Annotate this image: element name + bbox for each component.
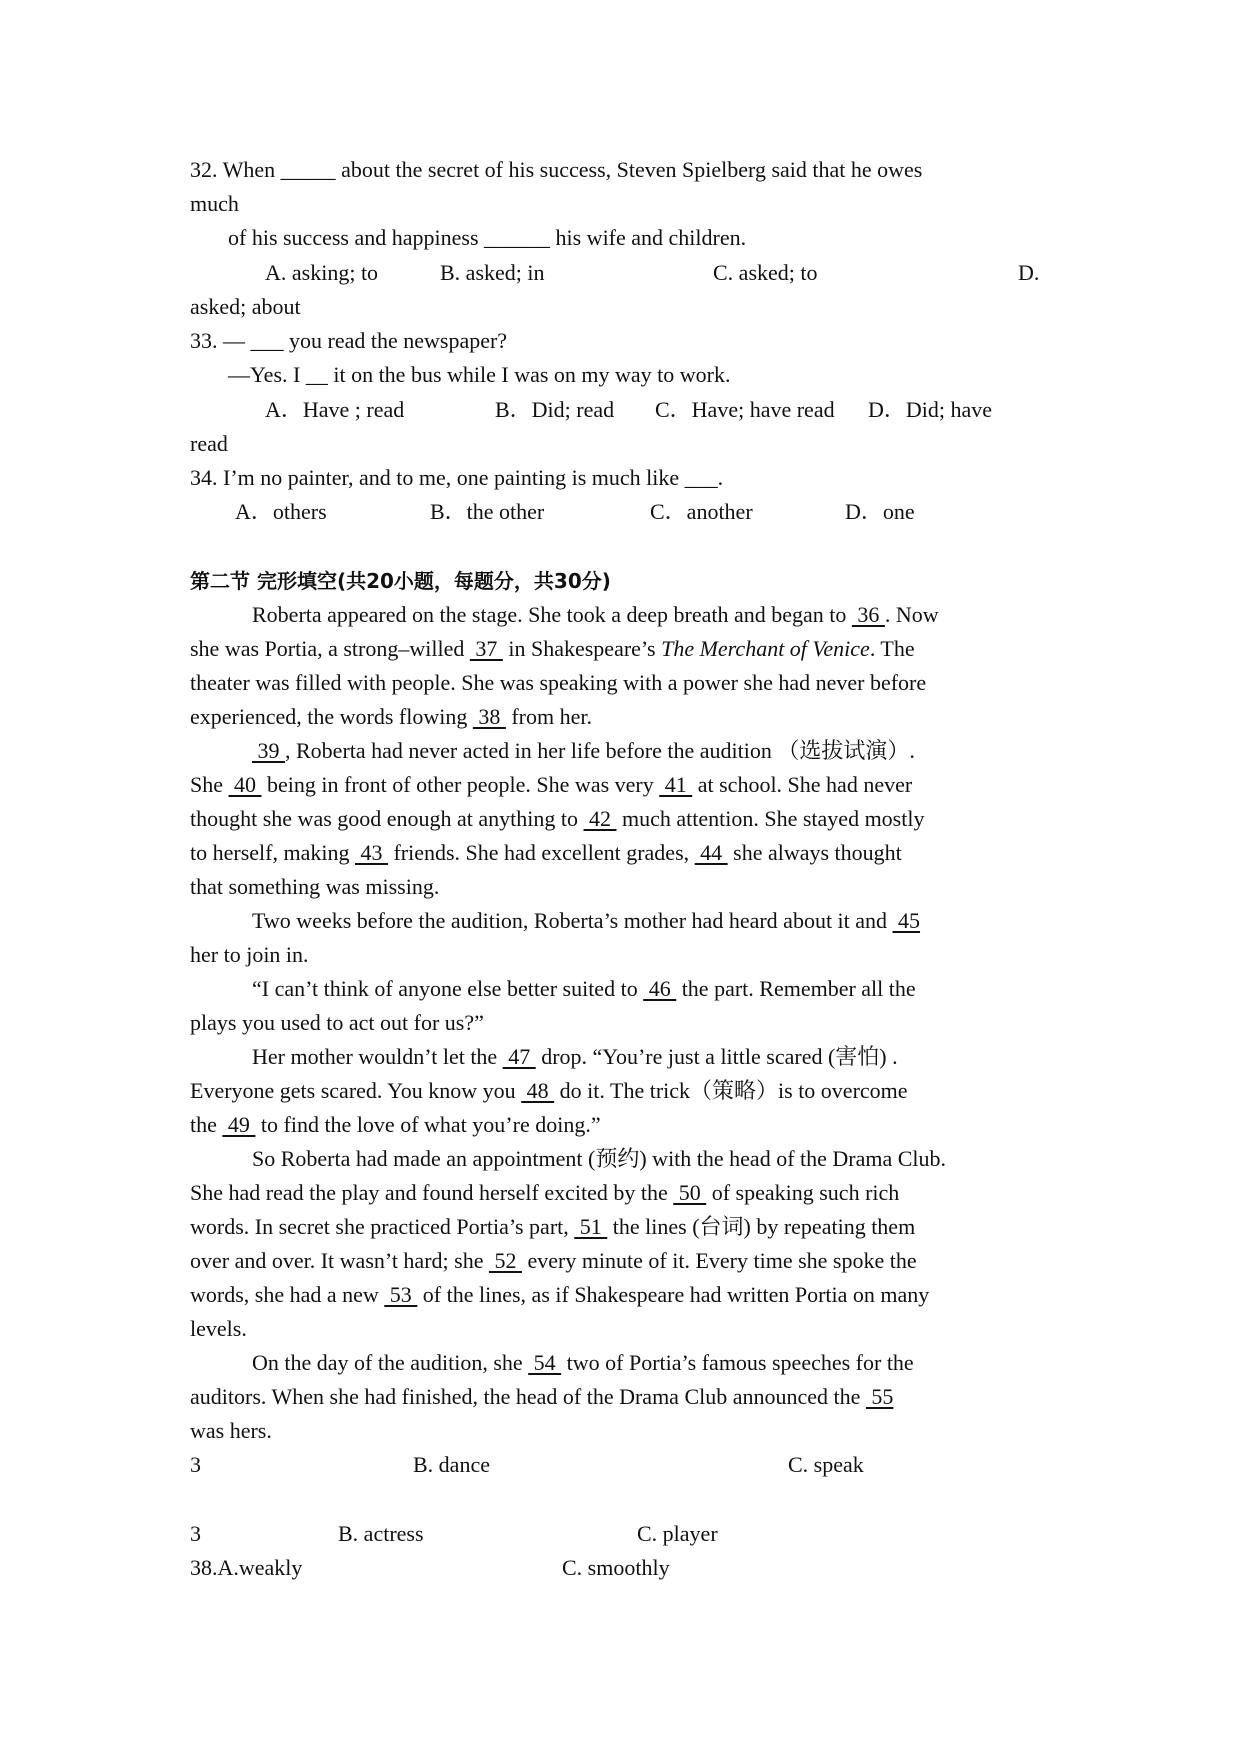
text: experienced, the words flowing bbox=[190, 704, 473, 729]
text: every minute of it. Every time she spoke the bbox=[521, 1248, 917, 1273]
q34-line1: 34. I’m no painter, and to me, one painting is much like ___. bbox=[190, 465, 724, 490]
text: words. In secret she practiced Portia’s part, bbox=[190, 1214, 575, 1239]
q34-option-b: B．the other bbox=[430, 499, 545, 524]
q34-option-d: D．one bbox=[845, 499, 915, 524]
text: from her. bbox=[505, 704, 593, 729]
q32-option-a: A. asking; to bbox=[265, 260, 379, 285]
blank-55: 55 bbox=[865, 1384, 894, 1409]
q32-option-d-cont: asked; about bbox=[190, 294, 301, 319]
blank-47: 47 bbox=[502, 1044, 536, 1069]
passage-line bbox=[190, 1178, 899, 1208]
text: being in front of other people. She was very bbox=[261, 772, 660, 797]
blank-50: 50 bbox=[673, 1180, 707, 1205]
blank-49: 49 bbox=[222, 1112, 256, 1137]
blank-54: 54 bbox=[528, 1350, 562, 1375]
text: . The bbox=[869, 636, 915, 661]
text: of the lines, as if Shakespeare had written Portia on many bbox=[417, 1282, 930, 1307]
q33-option-c: C．Have; have read bbox=[655, 397, 835, 422]
text: On the day of the audition, she bbox=[252, 1350, 529, 1375]
q32-line1: 32. When _____ about the secret of his success, Steven Spielberg said that he owes bbox=[190, 157, 923, 182]
text: she always thought bbox=[727, 840, 902, 865]
option-a: 38.A.weakly bbox=[190, 1555, 303, 1580]
text: in Shakespeare’s bbox=[502, 636, 662, 661]
q32-option-d: D. bbox=[1018, 260, 1040, 285]
passage-line bbox=[190, 1246, 917, 1276]
passage-line bbox=[252, 1042, 898, 1072]
passage-line bbox=[190, 804, 924, 834]
section-heading: 第二节 完形填空(共20小题，每题分，共30分) bbox=[190, 569, 611, 593]
passage-line bbox=[190, 1212, 915, 1242]
passage-line bbox=[190, 702, 592, 732]
blank-41: 41 bbox=[659, 772, 693, 797]
passage-line bbox=[252, 1348, 914, 1378]
text: auditors. When she had finished, the head of the Drama Club announced the bbox=[190, 1384, 866, 1409]
text: thought she was good enough at anything to bbox=[190, 806, 584, 831]
blank-45: 45 bbox=[892, 908, 921, 933]
option-b: B. dance bbox=[413, 1452, 490, 1477]
option-b: B. actress bbox=[338, 1521, 424, 1546]
text: Roberta appeared on the stage. She took a deep breath and began to bbox=[252, 602, 852, 627]
q33-option-d-cont: read bbox=[190, 431, 228, 456]
passage-line bbox=[252, 600, 939, 630]
q32-line3: of his success and happiness ______ his wife and children. bbox=[228, 225, 747, 250]
blank-44: 44 bbox=[694, 840, 728, 865]
blank-51: 51 bbox=[574, 1214, 608, 1239]
text: Her mother wouldn’t let the bbox=[252, 1044, 503, 1069]
blank-48: 48 bbox=[521, 1078, 555, 1103]
text: drop. “You’re just a little scared (害怕) . bbox=[535, 1044, 898, 1069]
passage-line bbox=[190, 1076, 908, 1106]
passage-line bbox=[190, 1110, 601, 1140]
q33-option-d: D．Did; have bbox=[868, 397, 993, 422]
text: . Now bbox=[884, 602, 939, 627]
text: Everyone gets scared. You know you bbox=[190, 1078, 522, 1103]
q34-option-a: A．others bbox=[235, 499, 327, 524]
passage-line bbox=[252, 974, 916, 1004]
text: the bbox=[190, 1112, 223, 1137]
blank-38: 38 bbox=[472, 704, 506, 729]
text: Two weeks before the audition, Roberta’s mother had heard about it and bbox=[252, 908, 893, 933]
passage-line bbox=[190, 838, 902, 868]
passage-line bbox=[252, 736, 915, 766]
q33-option-b: B．Did; read bbox=[495, 397, 615, 422]
passage-line bbox=[252, 906, 920, 936]
text: words, she had a new bbox=[190, 1282, 385, 1307]
text: at school. She had never bbox=[692, 772, 913, 797]
text: She had read the play and found herself excited by the bbox=[190, 1180, 674, 1205]
passage-line bbox=[190, 634, 915, 664]
blank-46: 46 bbox=[643, 976, 677, 1001]
q33-line1: 33. — ___ you read the newspaper? bbox=[190, 328, 508, 353]
text: much attention. She stayed mostly bbox=[616, 806, 925, 831]
passage-line: levels. bbox=[190, 1316, 247, 1341]
option-c: C. speak bbox=[788, 1452, 864, 1477]
blank-52: 52 bbox=[488, 1248, 522, 1273]
passage-line: that something was missing. bbox=[190, 874, 440, 899]
q33-line2: —Yes. I __ it on the bus while I was on my way to work. bbox=[228, 362, 731, 387]
q32-line2: much bbox=[190, 191, 239, 216]
text: “I can’t think of anyone else better suited to bbox=[252, 976, 644, 1001]
passage-line: So Roberta had made an appointment (预约) with the head of the Drama Club. bbox=[252, 1146, 947, 1171]
blank-37: 37 bbox=[469, 636, 503, 661]
blank-36: 36 bbox=[851, 602, 885, 627]
text: the part. Remember all the bbox=[676, 976, 916, 1001]
q32-option-c: C. asked; to bbox=[713, 260, 818, 285]
text: to herself, making bbox=[190, 840, 355, 865]
passage-line: theater was filled with people. She was speaking with a power she had never before bbox=[190, 670, 927, 695]
blank-43: 43 bbox=[354, 840, 388, 865]
passage-line: her to join in. bbox=[190, 942, 309, 967]
play-title: The Merchant of Venice bbox=[661, 636, 870, 661]
option-c: C. player bbox=[637, 1521, 718, 1546]
blank-53: 53 bbox=[384, 1282, 418, 1307]
blank-42: 42 bbox=[583, 806, 617, 831]
passage-line: plays you used to act out for us?” bbox=[190, 1010, 484, 1035]
text: two of Portia’s famous speeches for the bbox=[561, 1350, 914, 1375]
blank-39: 39 bbox=[252, 738, 285, 763]
passage-line bbox=[190, 1280, 929, 1310]
option-number: 3 bbox=[190, 1521, 201, 1546]
option-number: 3 bbox=[190, 1452, 201, 1477]
passage-line bbox=[190, 770, 912, 800]
q34-option-c: C．another bbox=[650, 499, 753, 524]
text: do it. The trick（策略）is to overcome bbox=[554, 1078, 908, 1103]
text: to find the love of what you’re doing.” bbox=[255, 1112, 601, 1137]
text: friends. She had excellent grades, bbox=[387, 840, 695, 865]
text: , Roberta had never acted in her life before the audition （选拔试演）. bbox=[285, 738, 915, 763]
option-c: C. smoothly bbox=[562, 1555, 670, 1580]
passage-line: was hers. bbox=[190, 1418, 272, 1443]
q33-option-a: A．Have ; read bbox=[265, 397, 405, 422]
text: the lines (台词) by repeating them bbox=[607, 1214, 916, 1239]
blank-40: 40 bbox=[228, 772, 262, 797]
text: she was Portia, a strong–willed bbox=[190, 636, 470, 661]
text: over and over. It wasn’t hard; she bbox=[190, 1248, 489, 1273]
text: of speaking such rich bbox=[706, 1180, 900, 1205]
text: She bbox=[190, 772, 229, 797]
q32-option-b: B. asked; in bbox=[440, 260, 545, 285]
passage-line bbox=[190, 1382, 893, 1412]
